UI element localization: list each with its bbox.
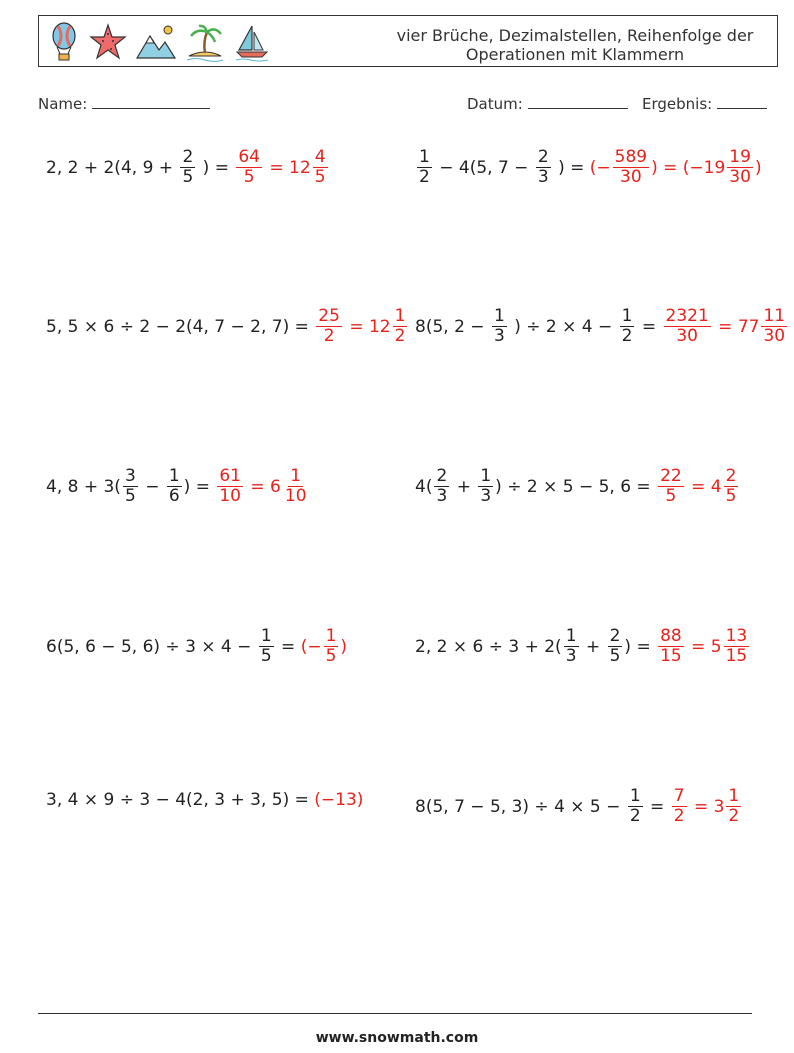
result-blank[interactable] bbox=[717, 94, 767, 109]
date-blank[interactable] bbox=[528, 94, 628, 109]
answer: $\frac{61}{10}$ = 6 $\frac{1}{10}$ bbox=[219, 466, 307, 506]
expr-text: ) = bbox=[558, 157, 585, 178]
expr-text: 4, 8 + 3( bbox=[46, 476, 121, 497]
header-icons bbox=[47, 20, 271, 64]
answer-fraction: $\frac{7}{2}$ bbox=[673, 786, 685, 826]
answer: $\frac{7}{2}$ = 3 $\frac{1}{2}$ bbox=[673, 786, 740, 826]
answer-fraction: $\frac{25}{2}$ bbox=[318, 306, 340, 346]
answer: (− $\frac{1}{5}$ ) bbox=[300, 626, 348, 666]
fraction: $\frac{1}{2}$ bbox=[629, 786, 641, 826]
fraction: $\frac{1}{2}$ bbox=[621, 306, 633, 346]
problem-6 bbox=[415, 467, 740, 506]
problem-9 bbox=[46, 790, 363, 810]
starfish-icon bbox=[89, 22, 127, 62]
problem-3 bbox=[46, 307, 409, 346]
expr-text: ) = bbox=[183, 476, 210, 497]
problem-7 bbox=[46, 627, 347, 666]
expr-text: = bbox=[650, 796, 665, 817]
hot-air-balloon-icon bbox=[47, 22, 81, 62]
problem-5 bbox=[46, 467, 311, 506]
date-field bbox=[467, 94, 628, 113]
fraction: $\frac{1}{6}$ bbox=[168, 466, 180, 506]
answer: (− $\frac{589}{30}$ ) = (−19 $\frac{19}{30}$ ) bbox=[589, 147, 762, 187]
name-label: Name: bbox=[38, 95, 88, 113]
answer-fraction: $\frac{22}{5}$ bbox=[660, 466, 682, 506]
expr-text: − 4(5, 7 − bbox=[439, 157, 529, 178]
fraction: $\frac{1}{2}$ bbox=[419, 147, 430, 187]
name-blank[interactable] bbox=[92, 94, 210, 109]
title-line-2: Operationen mit Klammern bbox=[465, 45, 685, 64]
fraction: $\frac{2}{5}$ bbox=[182, 147, 194, 187]
answer-mixed-fraction: $\frac{11}{30}$ bbox=[763, 306, 786, 346]
answer: $\frac{64}{5}$ = 12 $\frac{4}{5}$ bbox=[238, 147, 326, 187]
date-label: Datum: bbox=[467, 95, 523, 113]
worksheet-header bbox=[38, 15, 778, 67]
answer: $\frac{22}{5}$ = 4 $\frac{2}{5}$ bbox=[660, 466, 737, 506]
expr-text: 5, 5 × 6 ÷ 2 − 2(4, 7 − 2, 7) = bbox=[46, 316, 309, 337]
answer-fraction: $\frac{88}{15}$ bbox=[660, 626, 682, 666]
answer-mixed-fraction: $\frac{13}{15}$ bbox=[725, 626, 748, 666]
expr-text: 8(5, 2 − bbox=[415, 316, 485, 337]
problem-8 bbox=[415, 627, 751, 666]
expr-text: 6(5, 6 − 5, 6) ÷ 3 × 4 − bbox=[46, 636, 252, 657]
answer-fraction: $\frac{589}{30}$ bbox=[614, 147, 648, 187]
answer-fraction: $\frac{64}{5}$ bbox=[238, 147, 260, 187]
expr-text: = bbox=[641, 316, 657, 337]
result-field bbox=[642, 94, 767, 113]
answer-fraction: $\frac{1}{5}$ bbox=[325, 626, 337, 666]
footer-divider bbox=[38, 1013, 752, 1014]
fraction: $\frac{1}{3}$ bbox=[565, 626, 577, 666]
expr-text: 4( bbox=[415, 476, 433, 497]
footer-url[interactable]: www.snowmath.com bbox=[315, 1030, 479, 1046]
answer-mixed-fraction: $\frac{2}{5}$ bbox=[725, 466, 737, 506]
expr-text: − bbox=[145, 476, 160, 497]
answer-mixed-fraction: $\frac{1}{2}$ bbox=[728, 786, 740, 826]
expr-text: ) ÷ 2 × 4 − bbox=[514, 316, 613, 337]
problem-4 bbox=[415, 307, 789, 346]
answer-mixed-fraction: $\frac{4}{5}$ bbox=[314, 147, 326, 187]
expr-text: ) = bbox=[624, 636, 651, 657]
fraction: $\frac{1}{3}$ bbox=[493, 306, 505, 346]
expr-text: ) = bbox=[202, 157, 229, 178]
expr-text: = bbox=[281, 636, 296, 657]
title-line-1: vier Brüche, Dezimalstellen, Reihenfolge der bbox=[396, 26, 754, 45]
answer: (−13) bbox=[314, 790, 364, 810]
worksheet-title bbox=[385, 26, 765, 64]
answer-mixed-fraction: $\frac{1}{2}$ bbox=[394, 306, 406, 346]
sailboat-icon bbox=[233, 22, 271, 62]
mountains-icon bbox=[135, 22, 177, 62]
palm-island-icon bbox=[185, 22, 225, 62]
answer-mixed-fraction: $\frac{19}{30}$ bbox=[729, 147, 751, 187]
expr-text: ) ÷ 2 × 5 − 5, 6 = bbox=[495, 476, 651, 497]
fraction: $\frac{2}{5}$ bbox=[609, 626, 621, 666]
expr-text: 2, 2 + 2(4, 9 + bbox=[46, 157, 174, 178]
problem-2 bbox=[415, 148, 762, 187]
answer-mixed-fraction: $\frac{1}{10}$ bbox=[284, 466, 307, 506]
fraction: $\frac{2}{3}$ bbox=[436, 466, 448, 506]
problem-1 bbox=[46, 148, 330, 187]
problem-10 bbox=[415, 787, 743, 826]
expr-text: 8(5, 7 − 5, 3) ÷ 4 × 5 − bbox=[415, 796, 621, 817]
fraction: $\frac{1}{5}$ bbox=[260, 626, 272, 666]
name-field bbox=[38, 94, 210, 113]
expr-text: 2, 2 × 6 ÷ 3 + 2( bbox=[415, 636, 562, 657]
answer: $\frac{88}{15}$ = 5 $\frac{13}{15}$ bbox=[660, 626, 748, 666]
answer: $\frac{25}{2}$ = 12 $\frac{1}{2}$ bbox=[318, 306, 406, 346]
answer-fraction: $\frac{2321}{30}$ bbox=[665, 306, 709, 346]
answer-fraction: $\frac{61}{10}$ bbox=[219, 466, 241, 506]
fraction: $\frac{3}{5}$ bbox=[124, 466, 136, 506]
result-label: Ergebnis: bbox=[642, 95, 713, 113]
fraction: $\frac{2}{3}$ bbox=[537, 147, 549, 187]
expr-text: 3, 4 × 9 ÷ 3 − 4(2, 3 + 3, 5) = bbox=[46, 790, 309, 810]
fraction: $\frac{1}{3}$ bbox=[480, 466, 492, 506]
expr-text: + bbox=[456, 476, 471, 497]
answer: $\frac{2321}{30}$ = 77 $\frac{11}{30}$ bbox=[665, 306, 786, 346]
expr-text: + bbox=[585, 636, 601, 657]
